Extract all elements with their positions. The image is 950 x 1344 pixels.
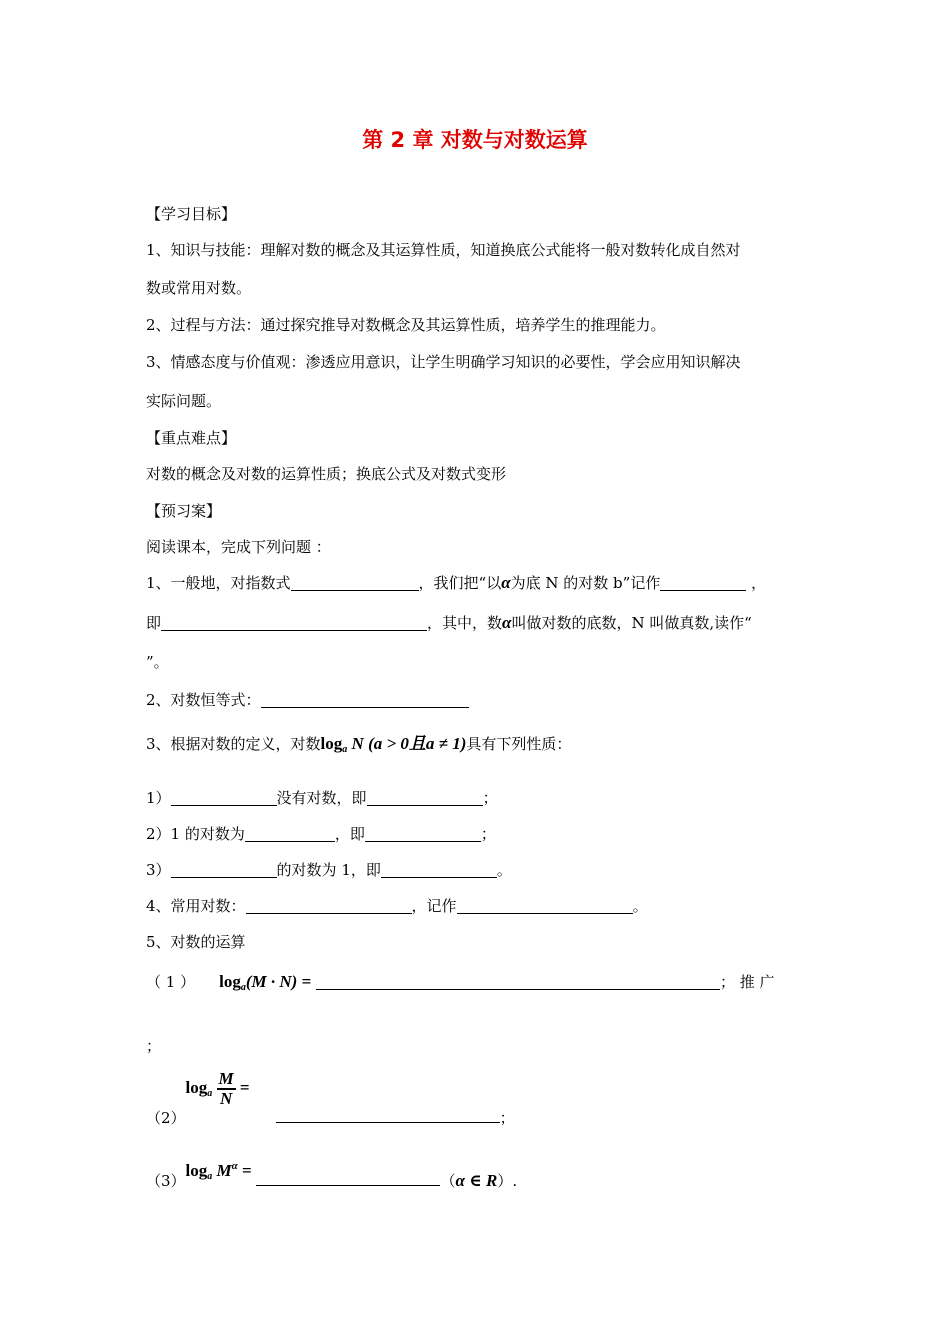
q5-rule-1 <box>146 972 810 998</box>
q1-text-a: 1、一般地，对指数式 <box>146 574 291 592</box>
log-power-expression: $\log_a M^\alpha$ = <box>185 1160 252 1182</box>
q1-line-3: ”。 <box>146 653 169 671</box>
q3-p2-text: ，即 <box>334 825 365 843</box>
q2-line <box>146 690 469 710</box>
log-expression: $\log_a N$ (a > 0且a ≠ 1) <box>320 734 467 755</box>
q5-r1-label: （ 1 ） <box>146 973 196 991</box>
q1-blank-equivalent[interactable] <box>161 614 427 631</box>
q3-p1-text: 没有对数，即 <box>276 789 367 807</box>
q3-property-1 <box>146 788 498 808</box>
q3-p3-blank-1[interactable] <box>171 861 277 878</box>
alpha-symbol: α <box>501 573 511 592</box>
q3-p3-text: 的对数为 1，即 <box>276 861 381 879</box>
q4-line <box>146 896 648 916</box>
q3-p3-label: 3） <box>146 861 171 879</box>
q5-r2-tail: ； <box>499 1108 515 1127</box>
alpha-symbol: α <box>502 613 512 632</box>
objective-1-line-2: 数或常用对数。 <box>146 279 252 297</box>
q1-text-f: ，其中，数 <box>427 614 503 632</box>
objectives-header: 【学习目标】 <box>146 205 237 223</box>
q2-blank-identity[interactable] <box>261 691 469 708</box>
keypoints-text: 对数的概念及对数的运算性质；换底公式及对数式变形 <box>146 465 507 483</box>
q1-line-1 <box>146 573 766 593</box>
log-quotient-expression: $\log_a$ $\frac{M}{N}$ = <box>185 1069 250 1108</box>
q5-r3-close: ）. <box>497 1172 518 1190</box>
q1-text-d: ， <box>746 574 767 592</box>
q2-label: 2、对数恒等式： <box>146 691 261 709</box>
q3-p1-label: 1） <box>146 789 171 807</box>
keypoints-header: 【重点难点】 <box>146 429 237 447</box>
q1-blank-exponential[interactable] <box>291 574 419 591</box>
q5-rule-3 <box>146 1156 517 1191</box>
q3-p2-blank-2[interactable] <box>365 825 481 842</box>
preview-intro: 阅读课本，完成下列问题 ： <box>146 538 331 556</box>
q3-p2-label: 2）1 的对数为 <box>146 825 245 843</box>
q3-property-3 <box>146 860 512 880</box>
q3-p2-end: ； <box>480 825 496 843</box>
q5-rule-2 <box>146 1070 515 1128</box>
q4-text: ，记作 <box>411 897 457 915</box>
q3-p1-blank-2[interactable] <box>367 789 483 806</box>
alpha-in-r-expression: α ∈ R <box>455 1171 498 1190</box>
q4-blank-definition[interactable] <box>246 897 412 914</box>
q3-p1-blank-1[interactable] <box>171 789 277 806</box>
objective-3-line-1: 3、情感态度与价值观：渗透应用意识，让学生明确学习知识的必要性，学会应用知识解决 <box>146 353 741 371</box>
q3-line <box>146 734 571 760</box>
log-product-expression: $\log_a(M \cdot N)$ = <box>219 972 312 993</box>
preview-header: 【预习案】 <box>146 502 222 520</box>
page-title: 第 2 章 对数与对数运算 <box>362 128 588 152</box>
q3-property-2 <box>146 824 496 844</box>
q5-header: 5、对数的运算 <box>146 933 246 951</box>
objective-1-line-1: 1、知识与技能：理解对数的概念及其运算性质，知道换底公式能将一般对数转化成自然对 <box>146 241 741 259</box>
q5-r1-tail: ； 推 广 <box>720 973 775 991</box>
q3-p2-blank-1[interactable] <box>245 825 335 842</box>
q1-blank-notation[interactable] <box>660 574 746 591</box>
objective-2: 2、过程与方法：通过探究推导对数概念及其运算性质，培养学生的推理能力。 <box>146 316 666 334</box>
q5-r2-blank[interactable] <box>276 1106 500 1123</box>
q5-r3-open: （ <box>440 1172 456 1190</box>
q5-r3-label: （3） <box>146 1172 186 1190</box>
q1-text-g: 叫做对数的底数，N 叫做真数,读作“ <box>511 614 752 632</box>
q5-r1-blank[interactable] <box>316 973 720 990</box>
q5-r2-label: （2） <box>146 1108 186 1127</box>
q5-rule-1-continued: ； <box>146 1037 162 1055</box>
q1-text-c: 为底 N 的对数 b”记作 <box>510 574 661 592</box>
q1-text-e: 即 <box>146 614 162 632</box>
q4-label: 4、常用对数： <box>146 897 246 915</box>
objective-3-line-2: 实际问题。 <box>146 392 222 410</box>
q1-line-2 <box>146 613 752 633</box>
q3-text-b: 具有下列性质： <box>466 735 572 753</box>
q4-blank-notation[interactable] <box>457 897 633 914</box>
q3-text-a: 3、根据对数的定义，对数 <box>146 735 321 753</box>
q1-text-b: ，我们把“以 <box>418 574 502 592</box>
q3-p3-blank-2[interactable] <box>381 861 497 878</box>
q4-end: 。 <box>632 897 648 915</box>
q3-p1-end: ； <box>482 789 498 807</box>
q5-r3-blank[interactable] <box>256 1169 440 1186</box>
q3-p3-end: 。 <box>496 861 512 879</box>
